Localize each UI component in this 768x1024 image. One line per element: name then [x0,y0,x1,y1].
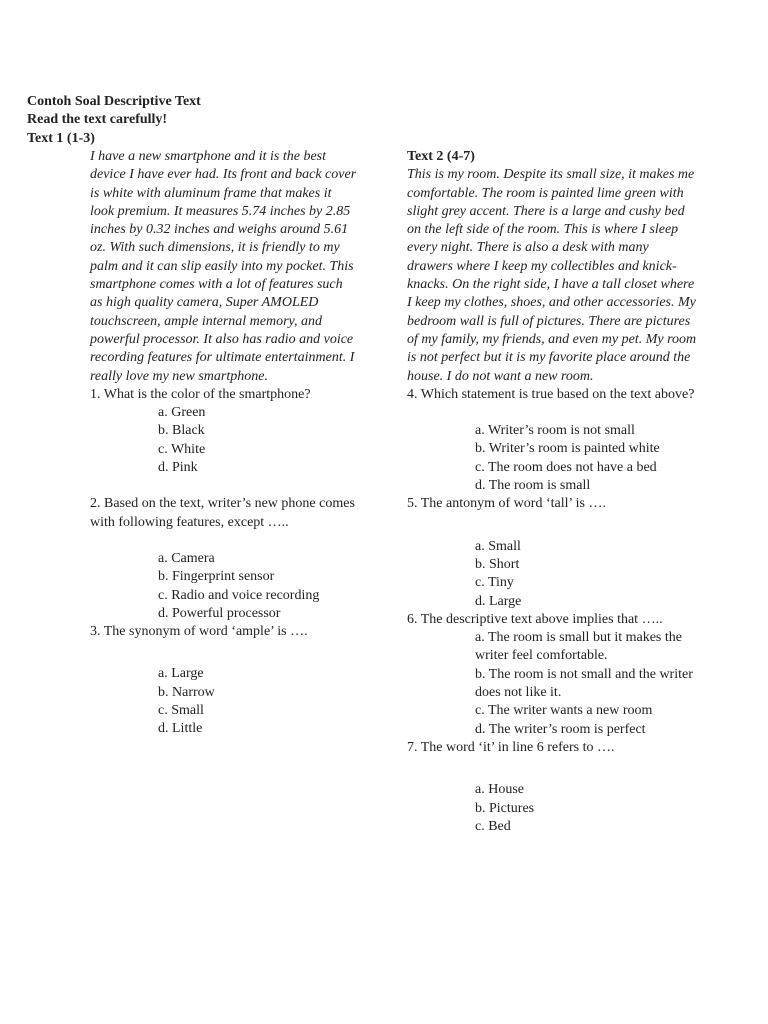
answer-option: d. The room is small [475,478,591,494]
text2-column [407,148,697,836]
answer-option: a. Writer’s room is not small [475,423,635,439]
text1-column [90,148,358,739]
question-1 [90,386,358,477]
answer-option: b. Fingerprint sensor [158,569,275,585]
text1-passage: I have a new smartphone and it is the best device I have ever had. Its front and back cover is white with aluminum frame that makes it look premium. It measures 5.74 inches by 2.85 inches by 0.32 inches and weighs around 5.61 oz. With such dimensions, it is friendly to my palm and it can slip easily into my pocket. This smartphone comes with a lot of features such as high quality camera, Super AMOLED touchscreen, ample internal memory, and powerful processor. It also has radio and voice recording features for ultimate entertainment. I really love my new smartphone. [90,149,357,384]
answer-option: a. House [475,782,524,798]
question-3 [90,623,358,738]
answer-option: a. Large [158,666,204,682]
answer-option: b. Narrow [158,684,215,700]
document-heading [27,93,201,148]
answer-options [90,550,358,623]
answer-option: b. The room is not small and the writer does not like it. [475,666,693,701]
document-title: Contoh Soal Descriptive Text [27,94,201,109]
answer-option: c. Bed [475,818,511,834]
answer-option: d. Powerful processor [158,605,281,621]
question-6 [407,611,697,739]
question-text: 5. The antonym of word ‘tall’ is …. [407,496,606,512]
answer-option: d. Large [475,593,522,609]
answer-options [90,665,358,738]
answer-option: b. Short [475,556,520,572]
answer-option: d. Pink [158,460,198,476]
question-2 [90,495,358,623]
question-text: 6. The descriptive text above implies that ….. [407,611,663,627]
answer-options [407,538,697,611]
question-text: 4. Which statement is true based on the text above? [407,386,695,402]
question-4 [407,386,697,495]
answer-option: c. Small [158,703,204,719]
question-text: 2. Based on the text, writer’s new phone comes with following features, except ….. [90,496,355,530]
answer-options [407,629,697,739]
answer-option: a. Green [158,405,206,421]
question-text: 3. The synonym of word ‘ample’ is …. [90,624,308,640]
answer-option: d. The writer’s room is perfect [475,721,646,737]
answer-option: d. Little [158,721,203,737]
text2-label: Text 2 (4-7) [407,149,475,164]
answer-option: b. Writer’s room is painted white [475,441,660,457]
answer-option: b. Pictures [475,800,535,816]
text1-label: Text 1 (1-3) [27,130,95,146]
answer-option: c. Tiny [475,575,514,591]
answer-option: c. White [158,441,206,457]
answer-option: a. Camera [158,550,215,566]
answer-option: c. Radio and voice recording [158,587,320,603]
answer-options [90,404,358,477]
text2-passage: This is my room. Despite its small size, it makes me comfortable. The room is painted lime green with slight grey accent. There is a large and cushy bed on the left side of the room. This is where I sleep every night. There is also a desk with many drawers where I keep my collectibles and knick-knacks. On the right side, I have a tall closet where I keep my clothes, shoes, and other accessories. My bedroom wall is full of pictures. There are pictures of my family, my friends, and even my pet. My room is not perfect but it is my favorite place around the house. I do not want a new room. [407,167,697,384]
question-7 [407,739,697,836]
answer-option: c. The room does not have a bed [475,459,657,475]
instruction-text: Read the text carefully! [27,112,168,128]
answer-option: c. The writer wants a new room [475,703,653,719]
question-text: 7. The word ‘it’ in line 6 refers to …. [407,739,615,755]
question-5 [407,495,697,610]
answer-option: a. Small [475,538,521,554]
question-text: 1. What is the color of the smartphone? [90,386,311,402]
answer-option: a. The room is small but it makes the writer feel comfortable. [475,630,682,664]
answer-option: b. Black [158,423,205,439]
answer-options [407,781,697,836]
answer-options [407,422,697,495]
